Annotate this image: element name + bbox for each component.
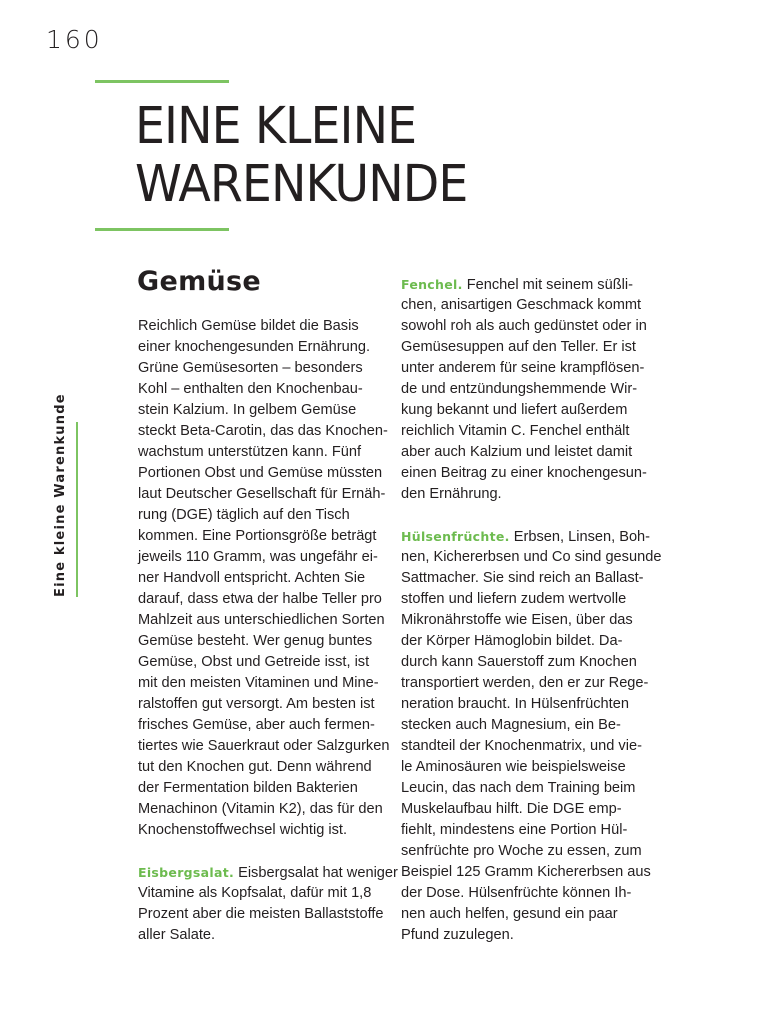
right-column	[401, 274, 661, 946]
text-line: Muskelaufbau hilft. Die DGE emp-	[401, 801, 622, 817]
text-line: Gemüse besteht. Wer genug buntes	[138, 633, 373, 649]
text-line: kung bekannt und liefert außerdem	[401, 402, 628, 418]
text-line: der Fermentation bilden Bakterien	[138, 780, 358, 796]
page-number: 160	[46, 25, 103, 54]
text-line	[401, 274, 661, 295]
text-line: einer knochengesunden Ernährung.	[138, 339, 371, 355]
text-line: steckt Beta-Carotin, das das Knochen-	[138, 423, 388, 439]
text-line: den Ernährung.	[401, 486, 502, 502]
text-line: reichlich Vitamin C. Fenchel enthält	[401, 423, 630, 439]
text-line: Sattmacher. Sie sind reich an Ballast-	[401, 570, 644, 586]
intro-paragraph	[138, 316, 388, 841]
text-line: laut Deutscher Gesellschaft für Ernäh-	[138, 486, 386, 502]
text-line: ner Handvoll entspricht. Achten Sie	[138, 570, 366, 586]
text-line: stoffen und liefern zudem wertvolle	[401, 591, 627, 607]
text-line: nen auch helfen, gesund ein paar	[401, 906, 618, 922]
text-line: aller Salate.	[138, 927, 216, 943]
text-line: stein Kalzium. In gelbem Gemüse	[138, 402, 357, 418]
text-line: le Aminosäuren wie beispielsweise	[401, 759, 626, 775]
text-line: Vitamine als Kopfsalat, dafür mit 1,8	[138, 885, 372, 901]
title-rule-top	[95, 80, 229, 83]
text-line: standteil der Knochenmatrix, und vie-	[401, 738, 642, 754]
paragraph-gap	[138, 841, 388, 862]
text-line: tut den Knochen gut. Denn während	[138, 759, 372, 775]
section-heading: Gemüse	[137, 266, 262, 297]
text-line	[401, 526, 661, 547]
eisbergsalat-lead: Eisbergsalat.	[138, 865, 235, 880]
text-line: Reichlich Gemüse bildet die Basis	[138, 318, 359, 334]
page-title	[135, 98, 467, 214]
text-line: transportiert werden, den er zur Rege-	[401, 675, 649, 691]
text-line: Portionen Obst und Gemüse müssten	[138, 465, 383, 481]
text-line: Menachinon (Vitamin K2), das für den	[138, 801, 383, 817]
text-line: Leucin, das nach dem Training beim	[401, 780, 636, 796]
text-line: Kohl – enthalten den Knochenbau-	[138, 381, 363, 397]
fenchel-paragraph	[401, 274, 661, 505]
text-line: Grüne Gemüsesorten – besonders	[138, 360, 363, 376]
text-line: rung (DGE) täglich auf den Tisch	[138, 507, 350, 523]
text-line: darauf, dass etwa der halbe Teller pro	[138, 591, 382, 607]
text-line: unter anderem für seine krampflösen-	[401, 360, 645, 376]
text-line: ralstoffen gut versorgt. Am besten ist	[138, 696, 375, 712]
text-line: tiertes wie Sauerkraut oder Salzgurken	[138, 738, 390, 754]
text-line: Mahlzeit aus unterschiedlichen Sorten	[138, 612, 385, 628]
text-line: mit den meisten Vitaminen und Mine-	[138, 675, 379, 691]
text-line: Pfund zuzulegen.	[401, 927, 514, 943]
side-section-label: Eine kleine Warenkunde	[53, 393, 68, 597]
text-line: fiehlt, mindestens eine Portion Hül-	[401, 822, 628, 838]
text-line: Prozent aber die meisten Ballaststoffe	[138, 906, 384, 922]
page-title-line-1: EINE KLEINE	[135, 97, 417, 156]
text-line: Gemüsesuppen auf den Teller. Er ist	[401, 339, 636, 355]
text-line: nen, Kichererbsen und Co sind gesunde	[401, 549, 662, 565]
text-line: frisches Gemüse, aber auch fermen-	[138, 717, 375, 733]
text-line: jeweils 110 Gramm, was ungefähr ei-	[138, 549, 378, 565]
left-column	[138, 316, 398, 946]
text-line: sowohl roh als auch gedünstet oder in	[401, 318, 647, 334]
page-title-line-2: WARENKUNDE	[135, 155, 468, 214]
text-line	[138, 862, 398, 883]
text-run: Erbsen, Linsen, Boh-	[509, 529, 651, 545]
text-line: stecken auch Magnesium, ein Be-	[401, 717, 621, 733]
text-line: der Dose. Hülsenfrüchte können Ih-	[401, 885, 632, 901]
huelsenfruechte-lead: Hülsenfrüchte.	[401, 529, 510, 544]
text-line: neration braucht. In Hülsenfrüchten	[401, 696, 629, 712]
text-line: de und entzündungshemmende Wir-	[401, 381, 638, 397]
text-run: Fenchel mit seinem süßli-	[462, 277, 633, 293]
fenchel-lead: Fenchel.	[401, 277, 463, 292]
text-line: Knochenstoffwechsel wichtig ist.	[138, 822, 348, 838]
paragraph-gap	[401, 505, 661, 526]
text-line: Beispiel 125 Gramm Kichererbsen aus	[401, 864, 651, 880]
title-rule-bottom	[95, 228, 229, 231]
text-line: aber auch Kalzium und leistet damit	[401, 444, 633, 460]
text-line: chen, anisartigen Geschmack kommt	[401, 297, 642, 313]
side-accent-bar	[76, 422, 78, 597]
text-line: senfrüchte pro Woche zu essen, zum	[401, 843, 642, 859]
text-line: Gemüse, Obst und Getreide isst, ist	[138, 654, 370, 670]
text-line: Mikronährstoffe wie Eisen, über das	[401, 612, 633, 628]
huelsenfruechte-paragraph	[401, 526, 661, 946]
text-line: kommen. Eine Portionsgröße beträgt	[138, 528, 377, 544]
text-run: Eisbergsalat hat weniger	[234, 865, 398, 881]
text-line: wachstum unterstützen kann. Fünf	[138, 444, 362, 460]
text-line: der Körper Hämoglobin bildet. Da-	[401, 633, 623, 649]
eisbergsalat-paragraph	[138, 862, 398, 946]
text-line: durch kann Sauerstoff zum Knochen	[401, 654, 637, 670]
text-line: einen Beitrag zu einer knochengesun-	[401, 465, 647, 481]
